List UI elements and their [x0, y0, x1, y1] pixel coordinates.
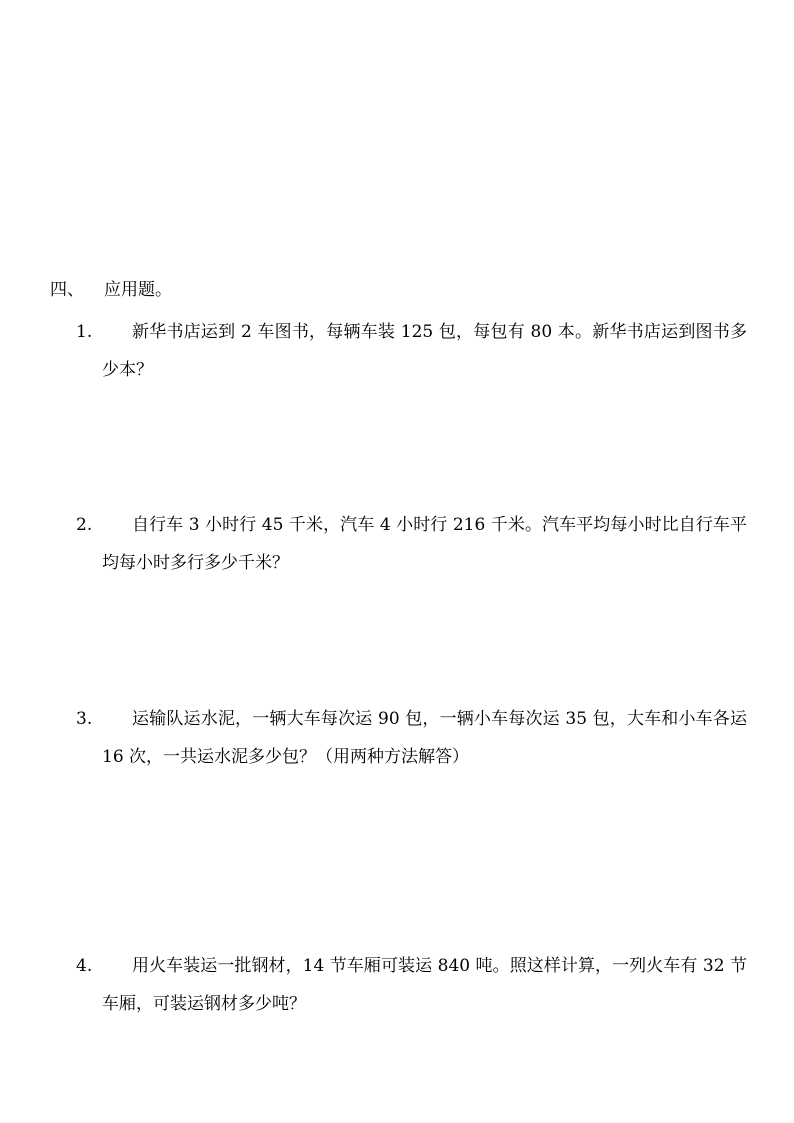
problem-number: 2.	[76, 515, 93, 535]
problem-number: 4.	[76, 956, 93, 976]
section-heading	[50, 278, 172, 302]
problem-number: 3.	[76, 709, 93, 729]
problem-text: 运输队运水泥，一辆大车每次运 90 包，一辆小车每次运 35 包，大车和小车各运 16 次，一共运水泥多少包？（用两种方法解答）	[102, 709, 747, 767]
section-number: 四、	[50, 280, 84, 300]
problem-text: 新华书店运到 2 车图书，每辆车装 125 包，每包有 80 本。新华书店运到图书多少本？	[102, 322, 747, 380]
section-title: 应用题。	[104, 280, 172, 300]
problem-text: 用火车装运一批钢材，14 节车厢可装运 840 吨。照这样计算，一列火车有 32 节车厢，可装运钢材多少吨？	[102, 956, 747, 1014]
problem-number: 1.	[76, 322, 93, 342]
problem-text: 自行车 3 小时行 45 千米，汽车 4 小时行 216 千米。汽车平均每小时比自行车平均每小时多行多少千米？	[102, 515, 747, 573]
